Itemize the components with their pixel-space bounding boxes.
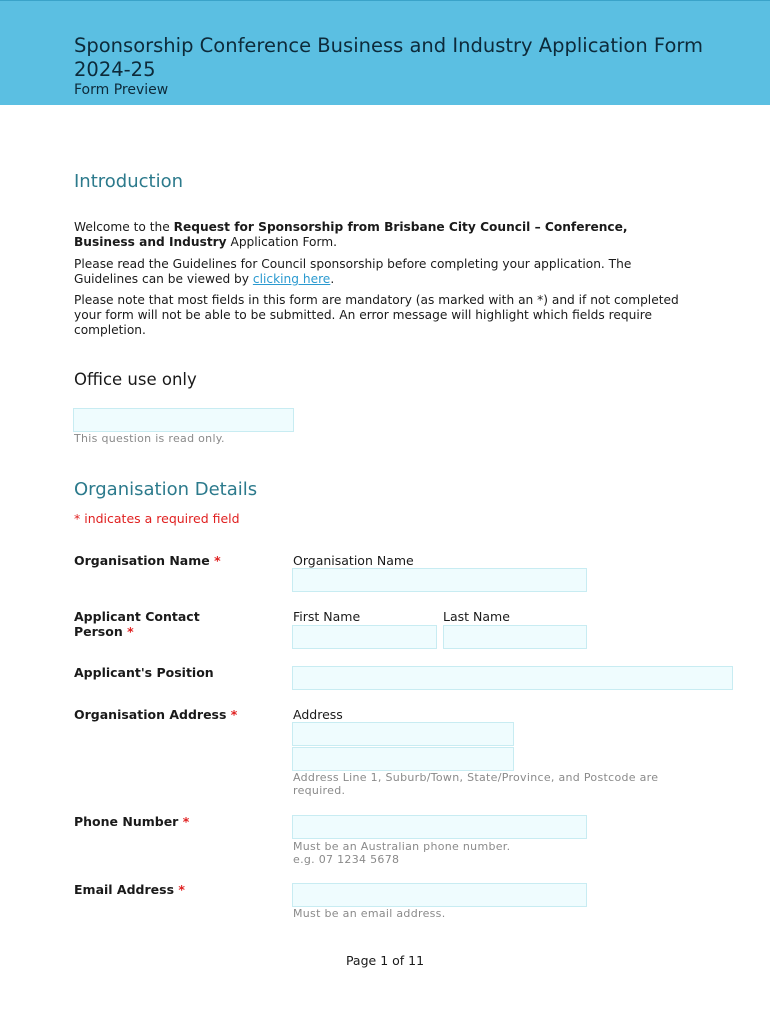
organisation-address-label-text: Organisation Address <box>74 707 227 722</box>
intro-paragraph-1 <box>74 220 684 250</box>
office-use-heading: Office use only <box>74 370 197 389</box>
email-address-input[interactable] <box>292 883 587 907</box>
form-subtitle: Form Preview <box>74 82 169 98</box>
intro-paragraph-3: Please note that most fields in this form are mandatory (as marked with an *) and if not completed your form will not be able to be submitted. An error message will highlight which fields require completion. <box>74 293 679 337</box>
phone-hint-line-2: e.g. 07 1234 5678 <box>293 853 400 866</box>
organisation-address-label <box>74 707 244 722</box>
address-line-1-input[interactable] <box>292 722 514 746</box>
phone-number-label <box>74 814 244 829</box>
required-star: * <box>214 553 221 568</box>
required-star: * <box>178 882 185 897</box>
first-name-sublabel: First Name <box>293 609 361 624</box>
phone-number-input[interactable] <box>292 815 587 839</box>
phone-number-label-text: Phone Number <box>74 814 179 829</box>
phone-hint-line-1: Must be an Australian phone number. <box>293 840 511 853</box>
email-address-label-text: Email Address <box>74 882 175 897</box>
required-star: * <box>230 707 238 722</box>
guidelines-link[interactable]: clicking here <box>252 272 331 286</box>
form-title: Sponsorship Conference Business and Industry Application Form 2024-25 <box>74 34 704 81</box>
organisation-name-sublabel: Organisation Name <box>293 553 414 568</box>
address-line-2-input[interactable] <box>292 747 514 771</box>
organisation-name-label-text: Organisation Name <box>74 553 210 568</box>
introduction-heading: Introduction <box>74 171 184 192</box>
intro-paragraph-2 <box>74 257 684 287</box>
last-name-input[interactable] <box>443 625 587 649</box>
page-number: Page 1 of 11 <box>345 953 425 968</box>
applicant-contact-label <box>74 609 244 639</box>
required-star: * <box>182 814 190 829</box>
organisation-name-label <box>74 553 244 568</box>
applicant-position-label: Applicant's Position <box>74 665 214 680</box>
address-hint: Address Line 1, Suburb/Town, State/Province, and Postcode are required. <box>293 771 659 797</box>
email-hint: Must be an email address. <box>293 907 446 920</box>
intro-p1-bold: Request for Sponsorship from Brisbane City Council – Conference, Business and Industry <box>74 220 628 249</box>
office-use-hint: This question is read only. <box>74 432 225 445</box>
page-header <box>0 0 770 105</box>
required-field-note: * indicates a required field <box>74 511 240 526</box>
office-use-field <box>73 408 294 432</box>
first-name-input[interactable] <box>292 625 437 649</box>
intro-p1-prefix: Welcome to the <box>74 220 174 234</box>
applicant-contact-label-text: Applicant Contact Person <box>74 609 200 639</box>
organisation-details-heading: Organisation Details <box>74 479 258 500</box>
intro-p1-suffix: Application Form. <box>226 235 338 249</box>
intro-p2-prefix: Please read the Guidelines for Council sponsorship before completing your application. The Guidelines can be viewed by <box>74 257 632 286</box>
address-sublabel: Address <box>293 707 343 722</box>
applicant-position-input[interactable] <box>292 666 733 690</box>
last-name-sublabel: Last Name <box>443 609 510 624</box>
email-address-label <box>74 882 244 897</box>
required-star: * <box>127 624 134 639</box>
organisation-name-input[interactable] <box>292 568 587 592</box>
intro-p2-suffix: . <box>330 272 335 286</box>
